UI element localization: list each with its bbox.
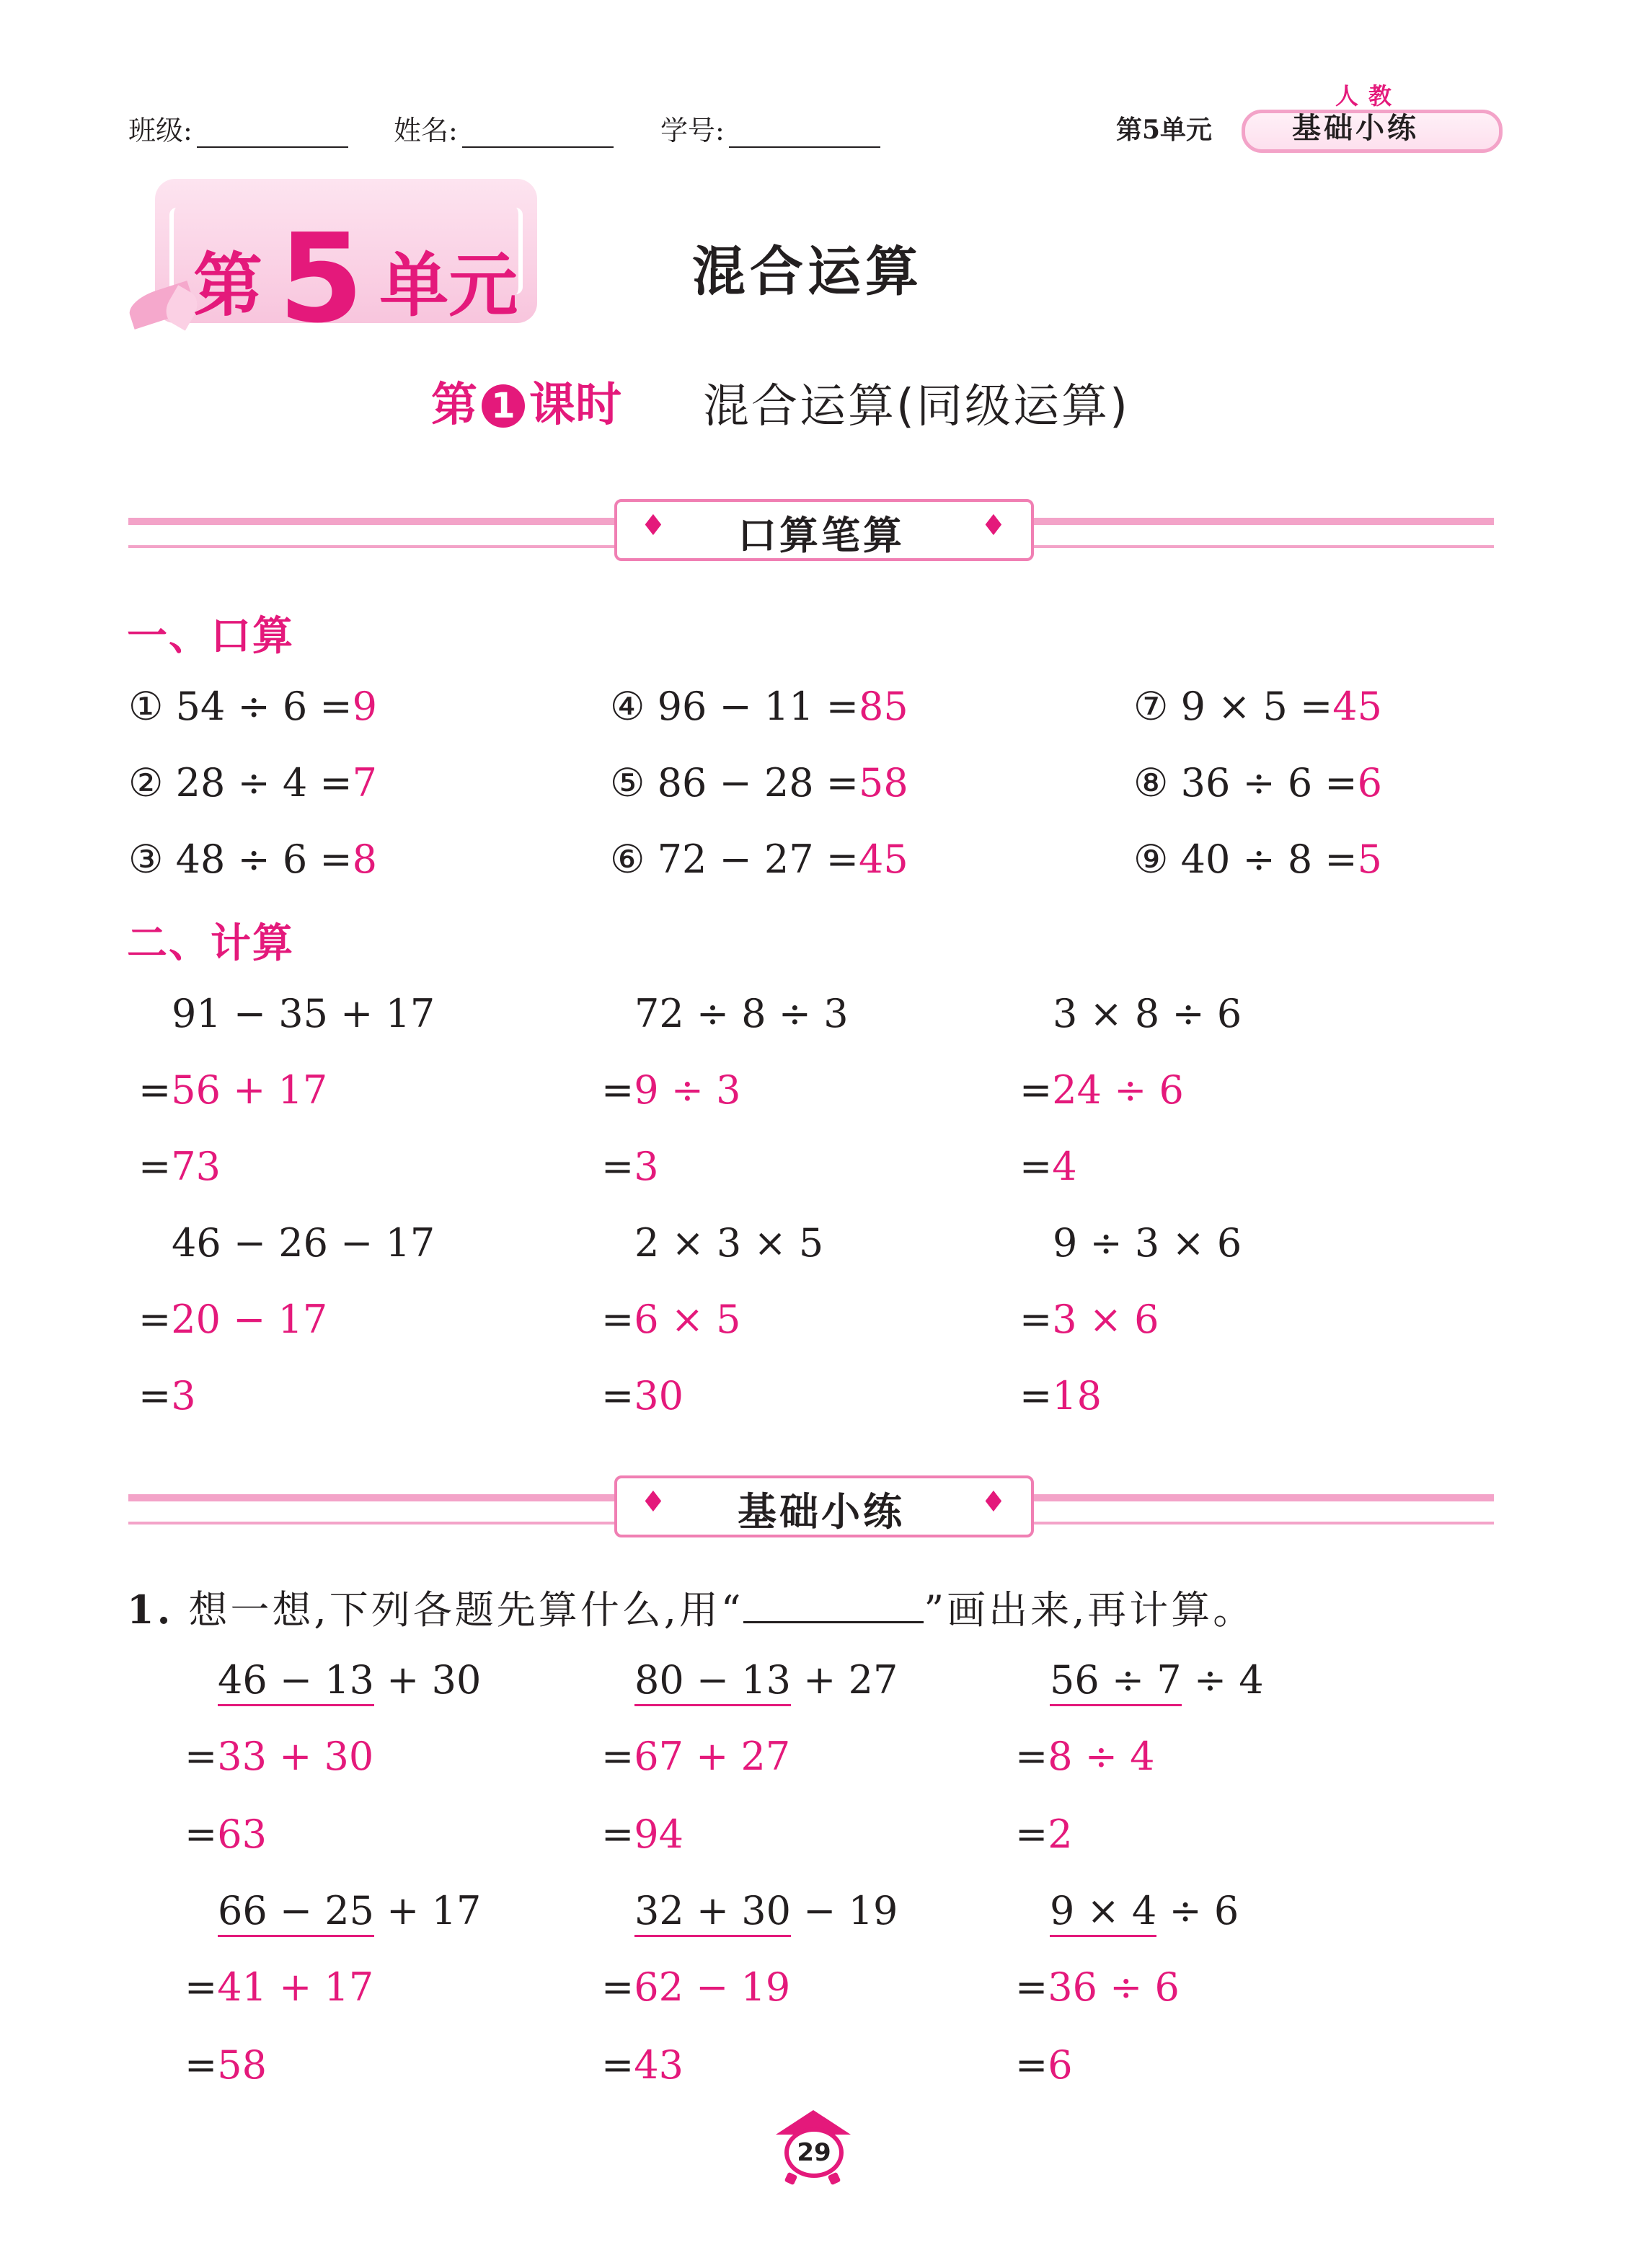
first-step-underline: 32 + 30 [634,1888,791,1937]
practice-step: =62 − 19 [601,1964,791,2010]
oral-answer: 45 [859,837,908,882]
oral-item: ⑧ 36 ÷ 6 =6 [1133,760,1383,806]
oral-heading: 一、口算 [127,613,294,660]
calc-result: =3 [601,1144,659,1189]
first-step-underline: 46 − 13 [218,1657,374,1706]
calc-expression: 46 − 26 − 17 [172,1220,435,1266]
first-step-underline: 80 − 13 [634,1657,791,1706]
class-field[interactable] [128,108,348,148]
class-label: 班级: [128,115,193,146]
practice-step: =41 + 17 [185,1964,374,2010]
first-step-underline: 56 ÷ 7 [1050,1657,1182,1706]
practice-expression: 56 ÷ 7 ÷ 4 [1050,1657,1264,1706]
oral-answer: 9 [352,684,378,729]
section-title-basic-practice: 基础小练 [738,1489,905,1535]
unit-title: 混合运算 [692,241,923,303]
calc-step: =20 − 17 [138,1297,328,1342]
practice-expression: 66 − 25 + 17 [218,1888,481,1937]
calc-result: =18 [1019,1373,1102,1418]
lesson-title: 混合运算(同级运算) [703,380,1130,433]
id-field[interactable] [660,108,880,148]
unit-badge-text: 第 5 单元 [193,208,518,350]
oral-item: ⑦ 9 × 5 =45 [1133,684,1383,729]
oral-answer: 85 [859,684,908,729]
oral-item: ⑥ 72 − 27 =45 [610,837,908,882]
practice-step: =8 ÷ 4 [1015,1734,1155,1779]
calc-step: =56 + 17 [138,1067,328,1113]
question-number: 1. [127,1587,174,1633]
oral-answer: 58 [859,760,908,806]
calc-expression: 2 × 3 × 5 [634,1220,824,1266]
practice-step: =33 + 30 [185,1734,374,1779]
id-label: 学号: [660,115,725,146]
lesson-number-badge: 1 [482,384,525,428]
oral-item: ④ 96 − 11 =85 [610,684,908,729]
calc-result: =4 [1019,1144,1077,1189]
unit-number: 5 [278,208,364,350]
name-field[interactable] [394,108,614,148]
diamond-icon: ♦ [981,509,1007,542]
oral-answer: 7 [352,760,378,806]
calc-step: =24 ÷ 6 [1019,1067,1184,1113]
calc-result: =73 [138,1144,221,1189]
header-unit-tag: 第5单元 [1116,115,1213,145]
practice-expression: 80 − 13 + 27 [634,1657,898,1706]
underline-sample [743,1589,924,1623]
calc-expression: 72 ÷ 8 ÷ 3 [634,991,849,1036]
calc-step: =6 × 5 [601,1297,741,1342]
oral-item: ① 54 ÷ 6 =9 [128,684,378,729]
lesson-label: 第 1 课时 [431,379,621,432]
practice-expression: 32 + 30 − 19 [634,1888,898,1937]
oral-item: ⑨ 40 ÷ 8 =5 [1133,837,1383,882]
first-step-underline: 66 − 25 [218,1888,374,1937]
practice-result: =2 [1015,1812,1073,1857]
calc-result: =30 [601,1373,684,1418]
practice-result: =58 [185,2042,267,2088]
page-number: 29 [784,2127,844,2178]
calc-result: =3 [138,1373,196,1418]
calc-expression: 3 × 8 ÷ 6 [1053,991,1242,1036]
calc-heading: 二、计算 [127,920,294,967]
id-blank[interactable] [729,122,880,148]
practice-result: =43 [601,2042,684,2088]
class-blank[interactable] [197,122,348,148]
diamond-icon: ♦ [640,1486,666,1519]
question-1-prompt: 1. 想一想,下列各题先算什么,用“ ”画出来,再计算。 [127,1587,1255,1633]
diamond-icon: ♦ [981,1486,1007,1519]
oral-item: ③ 48 ÷ 6 =8 [128,837,378,882]
calc-step: =3 × 6 [1019,1297,1159,1342]
brand-publisher: 人教 [1335,82,1402,110]
oral-answer: 8 [352,837,378,882]
oral-item: ② 28 ÷ 4 =7 [128,760,378,806]
practice-result: =63 [185,1812,267,1857]
oral-answer: 45 [1332,684,1383,729]
oral-answer: 5 [1357,837,1383,882]
practice-expression: 46 − 13 + 30 [218,1657,481,1706]
section-title-oral-written: 口算笔算 [738,513,905,558]
practice-step: =67 + 27 [601,1734,791,1779]
calc-expression: 9 ÷ 3 × 6 [1053,1220,1242,1266]
first-step-underline: 9 × 4 [1050,1888,1156,1937]
calc-step: =9 ÷ 3 [601,1067,741,1113]
brand-title: 基础小练 [1292,111,1419,145]
page-badge-foot [784,2172,798,2186]
name-blank[interactable] [462,122,614,148]
practice-expression: 9 × 4 ÷ 6 [1050,1888,1239,1937]
oral-item: ⑤ 86 − 28 =58 [610,760,908,806]
diamond-icon: ♦ [640,509,666,542]
name-label: 姓名: [394,115,458,146]
calc-expression: 91 − 35 + 17 [172,991,435,1036]
practice-result: =94 [601,1812,684,1857]
practice-result: =6 [1015,2042,1073,2088]
practice-step: =36 ÷ 6 [1015,1964,1180,2010]
oral-answer: 6 [1357,760,1383,806]
